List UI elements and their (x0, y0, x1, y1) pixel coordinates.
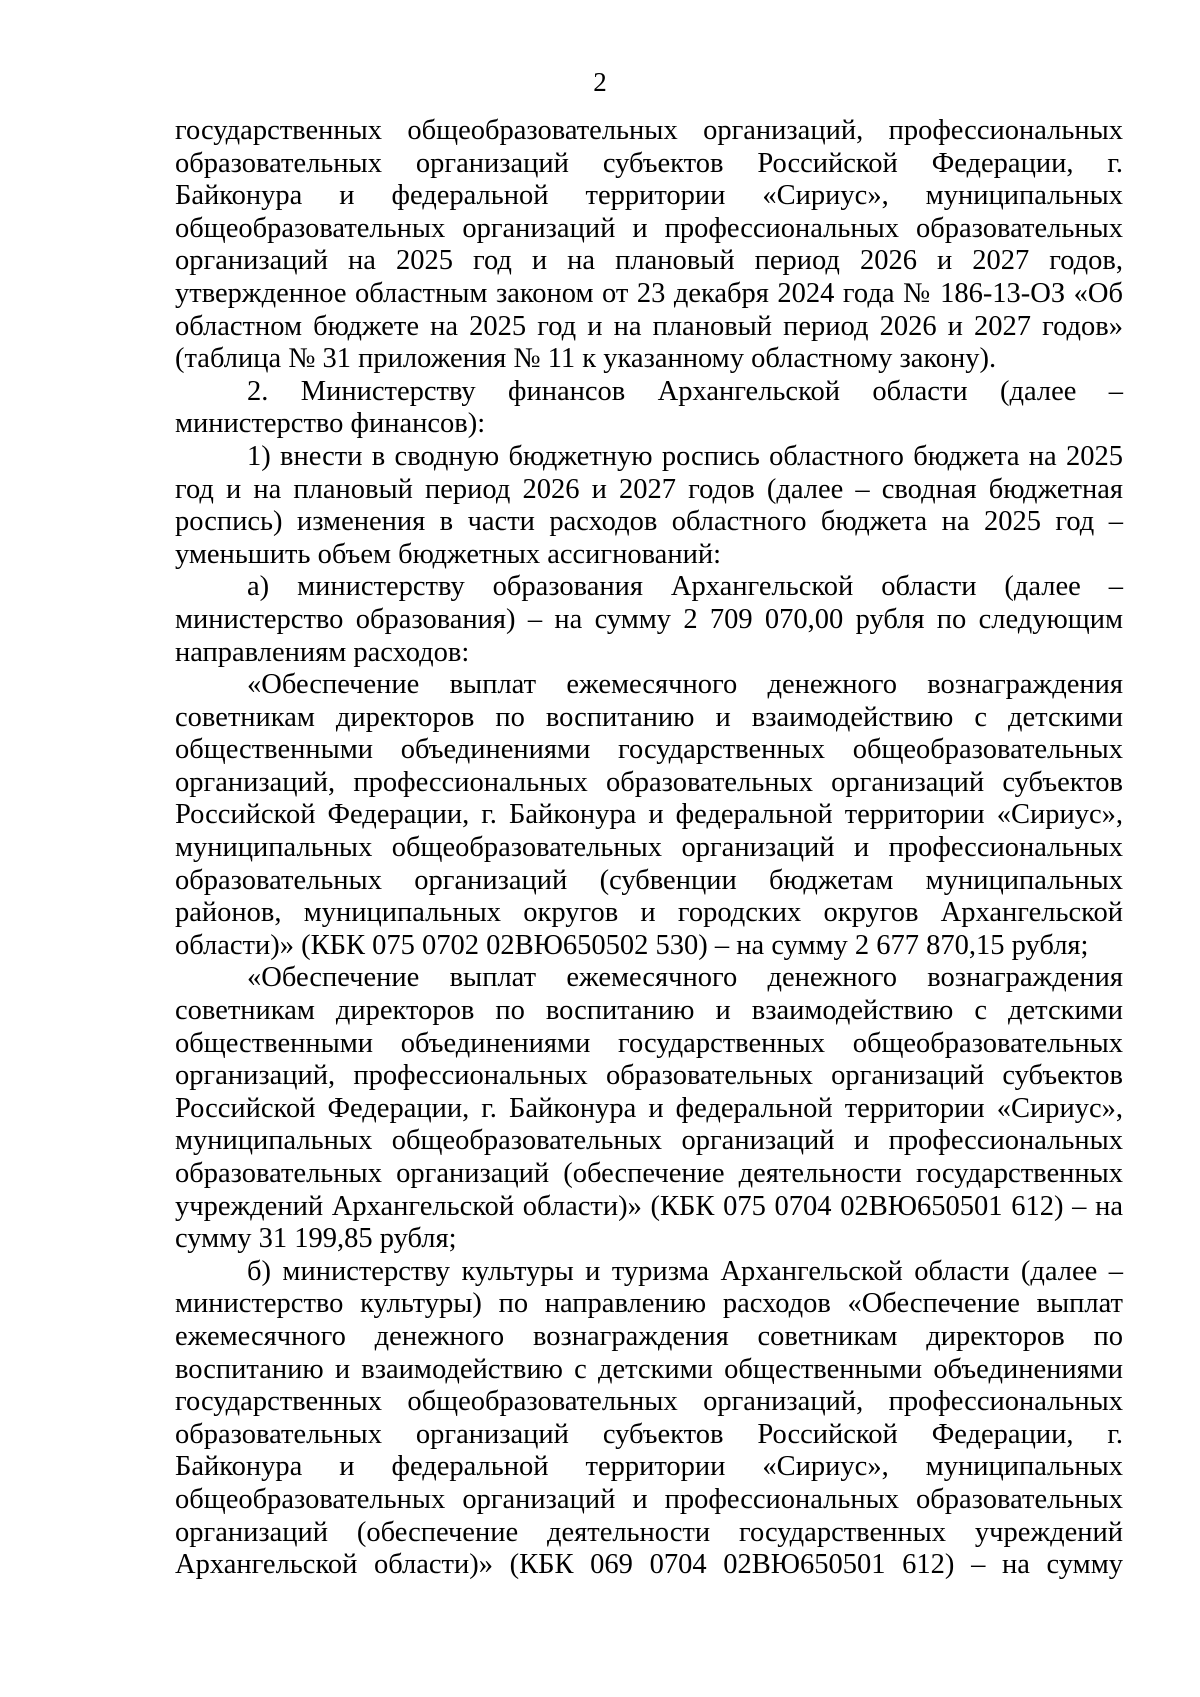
paragraph-subitem-1: 1) внести в сводную бюджетную роспись областного бюджета на 2025 год и на плановый период 2026 и 2027 годов (далее – сводная бюджетная роспись) изменения в части расходов областного бюджета на 2025 год – уменьшить объем бюджетных ассигнований: (175, 440, 1123, 570)
paragraph-expense-direction-2: «Обеспечение выплат ежемесячного денежного вознаграждения советникам директоров по воспитанию и взаимодействию с детскими общественными объединениями государственных общеобразовательных организаций, профессиональных образовательных организаций субъектов Российской Федерации, г. Байконура и федеральной территории «Сириус», муниципальных общеобразовательных организаций и профессиональных образовательных организаций (обеспечение деятельности государственных учреждений Архангельской области)» (КБК 075 0704 02ВЮ650501 612) – на сумму 31 199,85 рубля; (175, 962, 1123, 1255)
paragraph-subitem-a: а) министерству образования Архангельской области (далее – министерство образования) – на сумму 2 709 070,00 рубля по следующим направлениям расходов: (175, 571, 1123, 668)
paragraph-subitem-b: б) министерству культуры и туризма Архангельской области (далее – министерство культуры) по направлению расходов «Обеспечение выплат ежемесячного денежного вознаграждения советникам директоров по воспитанию и взаимодействию с детскими общественными объединениями государственных общеобразовательных организаций, профессиональных образовательных организаций субъектов Российской Федерации, г. Байконура и федеральной территории «Сириус», муниципальных общеобразовательных организаций и профессиональных образовательных организаций (обеспечение деятельности государственных учреждений Архангельской области)» (КБК 069 0704 02ВЮ650501 612) – на сумму (175, 1255, 1123, 1581)
paragraph-expense-direction-1: «Обеспечение выплат ежемесячного денежного вознаграждения советникам директоров по воспитанию и взаимодействию с детскими общественными объединениями государственных общеобразовательных организаций, профессиональных образовательных организаций субъектов Российской Федерации, г. Байконура и федеральной территории «Сириус», муниципальных общеобразовательных организаций и профессиональных образовательных организаций (субвенции бюджетам муниципальных районов, муниципальных округов и городских округов Архангельской области)» (КБК 075 0702 02ВЮ650502 530) – на сумму 2 677 870,15 рубля; (175, 669, 1123, 961)
document-body (175, 115, 1123, 1582)
paragraph-item-2: 2. Министерству финансов Архангельской области (далее – министерство финансов): (175, 375, 1123, 440)
paragraph-continuation: государственных общеобразовательных организаций, профессиональных образовательных организаций субъектов Российской Федерации, г. Байконура и федеральной территории «Сириус», муниципальных общеобразовательных организаций и профессиональных образовательных организаций на 2025 год и на плановый период 2026 и 2027 годов, утвержденное областным законом от 23 декабря 2024 года № 186-13-ОЗ «Об областном бюджете на 2025 год и на плановый период 2026 и 2027 годов» (таблица № 31 приложения № 11 к указанному областному закону). (175, 115, 1123, 375)
page-number: 2 (593, 67, 607, 97)
